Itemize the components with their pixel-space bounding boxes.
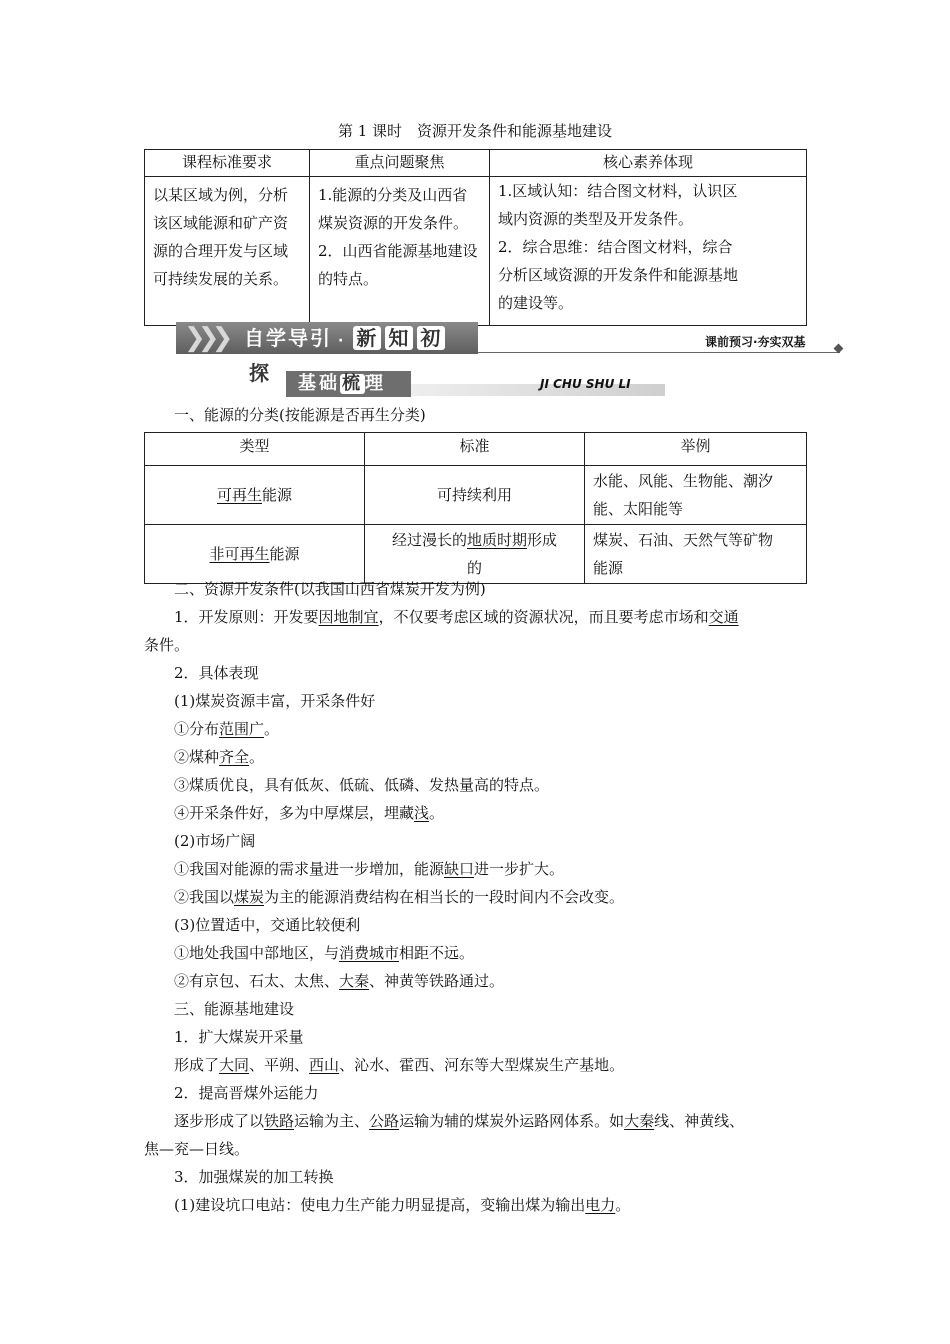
- table-cell: 1.能源的分类及山西省 煤炭资源的开发条件。 2．山西省能源基地建设 的特点。: [310, 177, 490, 326]
- page-title: 第 1 课时 资源开发条件和能源基地建设: [337, 122, 613, 140]
- energy-table: [144, 432, 807, 584]
- table-header: 举例: [585, 433, 807, 466]
- paragraph: 形成了大同、平朔、西山、沁水、霍西、河东等大型煤炭生产基地。: [174, 1056, 625, 1074]
- table-cell: 可再生能源: [145, 466, 365, 525]
- paragraph: (2)市场广阔: [174, 832, 256, 850]
- paragraph: ②煤种齐全。: [174, 748, 265, 766]
- paragraph: ①我国对能源的需求量进一步增加，能源缺口进一步扩大。: [174, 860, 565, 878]
- paragraph: 3．加强煤炭的加工转换: [174, 1168, 334, 1186]
- paragraph: (1)煤炭资源丰富，开采条件好: [174, 692, 376, 710]
- paragraph: 2．具体表现: [174, 664, 259, 682]
- paragraph: ①分布范围广。: [174, 720, 280, 738]
- paragraph: 1．扩大煤炭开采量: [174, 1028, 304, 1046]
- paragraph: ①地处我国中部地区，与消费城市相距不远。: [174, 944, 475, 962]
- table-cell: 经过漫长的地质时期形成 的: [365, 525, 585, 584]
- paragraph: (3)位置适中，交通比较便利: [174, 916, 361, 934]
- paragraph: ②我国以煤炭为主的能源消费结构在相当长的一段时间内不会改变。: [174, 888, 625, 906]
- table-header: 标准: [365, 433, 585, 466]
- paragraph: ③煤质优良，具有低灰、低硫、低磷、发热量高的特点。: [174, 776, 550, 794]
- paragraph: 1．开发原则：开发要因地制宜，不仅要考虑区域的资源状况，而且要考虑市场和交通: [174, 608, 739, 626]
- banner-subtitle: JI CHU SHU LI: [540, 377, 631, 391]
- table-cell: 可持续利用: [365, 466, 585, 525]
- divider: [478, 352, 840, 353]
- subsection-banner: 基础 梳 理: [286, 371, 411, 397]
- paragraph: 焦—兖—日线。: [144, 1140, 250, 1158]
- paragraph: 逐步形成了以铁路运输为主、公路运输为辅的煤炭外运路网体系。如大秦线、神黄线、: [174, 1112, 745, 1130]
- paragraph: ④开采条件好，多为中厚煤层，埋藏浅。: [174, 804, 445, 822]
- table-cell: 非可再生能源: [145, 525, 365, 584]
- paragraph: (1)建设坑口电站：使电力生产能力明显提高，变输出煤为输出电力。: [174, 1196, 631, 1214]
- section-heading: 三、能源基地建设: [174, 1000, 295, 1018]
- paragraph: 条件。: [144, 636, 190, 654]
- table-cell: 以某区域为例，分析 该区域能源和矿产资 源的合理开发与区域 可持续发展的关系。: [145, 177, 310, 326]
- section-banner: ❯❯❯ 自学导引 · 新 知 初探: [176, 322, 478, 354]
- section-heading: 二、资源开发条件(以我国山西省煤炭开发为例): [174, 580, 486, 598]
- table-header: 类型: [145, 433, 365, 466]
- table-cell: 水能、风能、生物能、潮汐 能、太阳能等: [585, 466, 807, 525]
- banner-subtitle: 课前预习·夯实双基: [705, 335, 806, 349]
- table-cell: 1.区域认知：结合图文材料，认识区 域内资源的类型及开发条件。 2．综合思维：结合图文材料，综合 分析区域资源的开发条件和能源基地 的建设等。: [490, 177, 807, 326]
- table-cell: 煤炭、石油、天然气等矿物 能源: [585, 525, 807, 584]
- paragraph: 2．提高晋煤外运能力: [174, 1084, 319, 1102]
- table-header: 重点问题聚焦: [310, 150, 490, 177]
- paragraph: ②有京包、石太、太焦、大秦、神黄等铁路通过。: [174, 972, 505, 990]
- table-header: 课程标准要求: [145, 150, 310, 177]
- chevron-right-icon: ❯❯❯: [184, 323, 226, 353]
- curriculum-table: [144, 149, 807, 326]
- section-heading: 一、能源的分类(按能源是否再生分类): [174, 406, 426, 424]
- table-header: 核心素养体现: [490, 150, 807, 177]
